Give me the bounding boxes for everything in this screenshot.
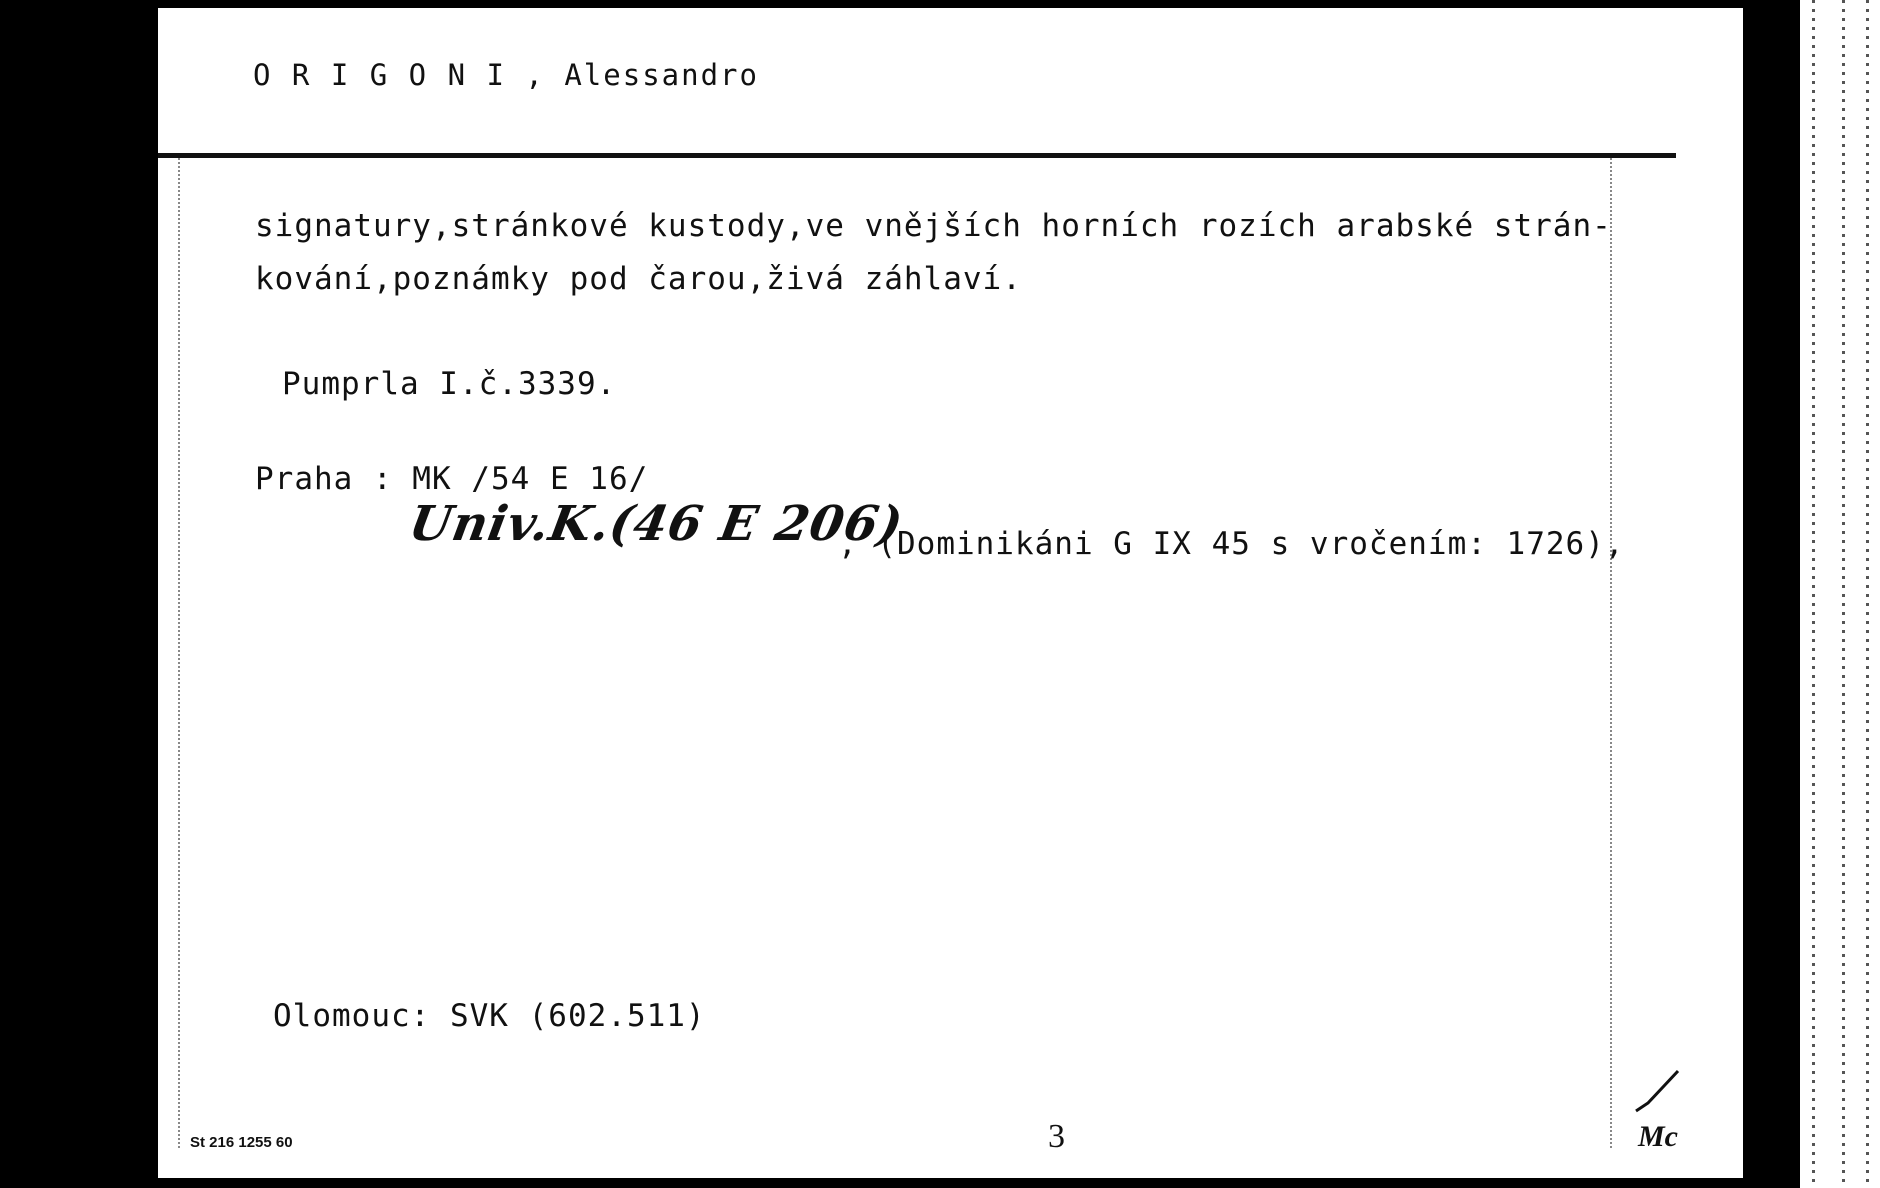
left-margin-line: [178, 158, 180, 1148]
header-rule: [158, 153, 1676, 158]
description-line-1: signatury,stránkové kustody,ve vnějších horních rozích arabské strán-: [255, 208, 1612, 244]
dominikani-note: , (Dominikáni G IX 45 s vročením: 1726),: [838, 526, 1625, 562]
description-line-2: kování,poznámky pod čarou,živá záhlaví.: [255, 261, 1022, 297]
pumprla-reference: Pumprla I.č.3339.: [282, 366, 617, 402]
handwritten-shelfmark: Univ.K.(46 E 206): [405, 496, 908, 552]
praha-location: Praha : MK /54 E 16/: [255, 461, 649, 497]
catalog-card: [158, 8, 1743, 1178]
checkmark-icon: [1628, 1063, 1688, 1123]
olomouc-location: Olomouc: SVK (602.511): [273, 998, 706, 1034]
cataloger-initials: Mc: [1638, 1120, 1678, 1153]
card-title: O R I G O N I , Alessandro: [253, 58, 759, 92]
page-number: 3: [1048, 1118, 1065, 1155]
printer-stamp: St 216 1255 60: [190, 1134, 293, 1151]
scanner-edge-strip: [1800, 0, 1880, 1188]
right-margin-line: [1610, 158, 1612, 1148]
